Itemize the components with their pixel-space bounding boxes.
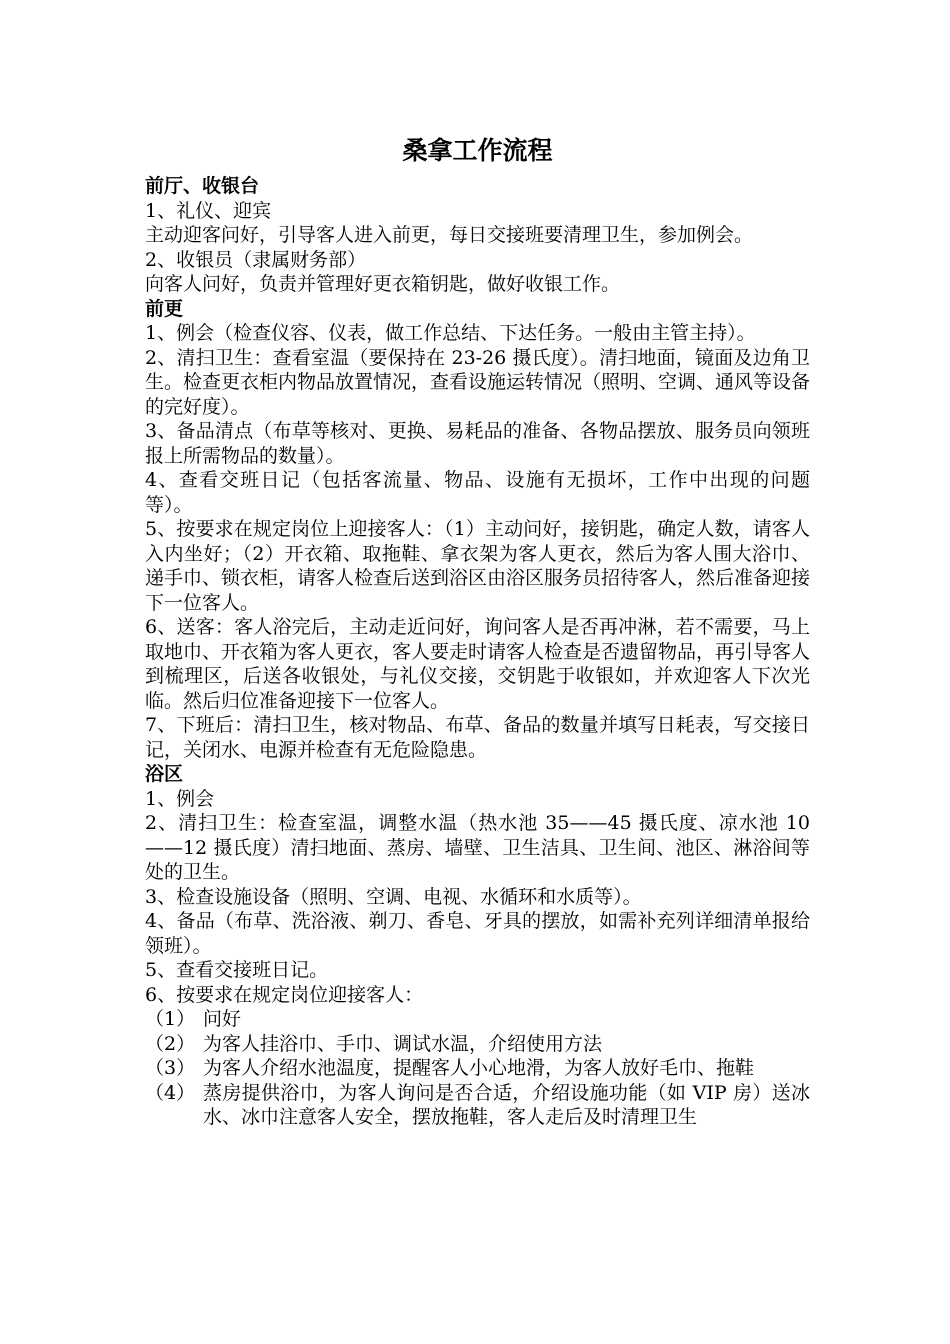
paragraph: 1、礼仪、迎宾 xyxy=(145,199,272,222)
paragraph: 4、备品（布草、洗浴液、剃刀、香皂、牙具的摆放，如需补充列详细清单报给领班）。 xyxy=(145,910,810,957)
paragraph: 5、按要求在规定岗位上迎接客人：（1）主动问好，接钥匙，确定人数，请客人入内坐好；（2）开衣箱、取拖鞋、拿衣架为客人更衣，然后为客人围大浴巾、递手巾、锁衣柜，请客人检查后送到浴区由浴区服务员招待客人，然后准备迎接下一位客人。 xyxy=(145,518,811,614)
paragraph: 2、收银员（隶属财务部） xyxy=(145,248,367,271)
list-item-number: （4） xyxy=(145,1081,196,1104)
paragraph: 6、按要求在规定岗位迎接客人： xyxy=(145,983,424,1006)
paragraph: 3、备品清点（布草等核对、更换、易耗品的准备、各物品摆放、服务员向领班报上所需物品的数量）。 xyxy=(145,420,810,467)
paragraph: 2、清扫卫生：检查室温，调整水温（热水池 35——45 摄氏度、凉水池 10——12 摄氏度）清扫地面、蒸房、墙壁、卫生洁具、卫生间、池区、淋浴间等处的卫生。 xyxy=(145,812,810,883)
document-title: 桑拿工作流程 xyxy=(402,136,553,165)
paragraph: 5、查看交接班日记。 xyxy=(145,959,329,981)
document-content xyxy=(145,132,810,1130)
paragraph: 1、例会 xyxy=(145,787,215,810)
paragraph: 4、查看交班日记（包括客流量、物品、设施有无损坏，工作中出现的问题等）。 xyxy=(145,469,810,516)
list-item-text: 为客人介绍水池温度，提醒客人小心地滑，为客人放好毛巾、拖鞋 xyxy=(203,1057,755,1079)
list-item xyxy=(145,1032,810,1057)
section-heading-front-changing: 前更 xyxy=(145,297,184,320)
paragraph: 主动迎客问好，引导客人进入前更，每日交接班要清理卫生，参加例会。 xyxy=(145,224,754,246)
paragraph: 3、检查设施设备（照明、空调、电视、水循环和水质等）。 xyxy=(145,885,642,908)
list-item-text: 为客人挂浴巾、手巾、调试水温，介绍使用方法 xyxy=(203,1032,603,1055)
list-item-text: 问好 xyxy=(203,1008,242,1030)
section-heading-bath-area: 浴区 xyxy=(145,763,184,785)
paragraph: 1、例会（检查仪容、仪表，做工作总结、下达任务。一般由主管主持）。 xyxy=(145,322,756,344)
paragraph: 向客人问好，负责并管理好更衣箱钥匙，做好收银工作。 xyxy=(145,273,621,295)
list-item-number: （3） xyxy=(145,1057,196,1079)
list-item xyxy=(145,1081,810,1130)
paragraph: 6、送客：客人浴完后，主动走近问好，询问客人是否再冲淋，若不需要，马上取地巾、开衣箱为客人更衣，客人要走时请客人检查是否遗留物品，再引导客人到梳理区，后送各收银处，与礼仪交接，交钥匙于收银如，并欢迎客人下次光临。然后归位准备迎接下一位客人。 xyxy=(145,616,811,712)
list-item-number: （2） xyxy=(145,1032,196,1055)
section-heading-front-desk: 前厅、收银台 xyxy=(145,175,260,197)
paragraph: 2、清扫卫生：查看室温（要保持在 23-26 摄氏度）。清扫地面，镜面及边角卫生。检查更衣柜内物品放置情况，查看设施运转情况（照明、空调、通风等设备的完好度）。 xyxy=(145,346,811,418)
list-item-text: 蒸房提供浴巾，为客人询问是否合适，介绍设施功能（如 VIP 房）送冰水、冰巾注意客人安全，摆放拖鞋，客人走后及时清理卫生 xyxy=(203,1081,810,1128)
list-item xyxy=(145,1056,810,1081)
list-item xyxy=(145,1007,810,1032)
paragraph: 7、下班后：清扫卫生，核对物品、布草、备品的数量并填写日耗表，写交接日记，关闭水、电源并检查有无危险隐患。 xyxy=(145,714,810,761)
list-item-number: （1） xyxy=(145,1008,196,1030)
